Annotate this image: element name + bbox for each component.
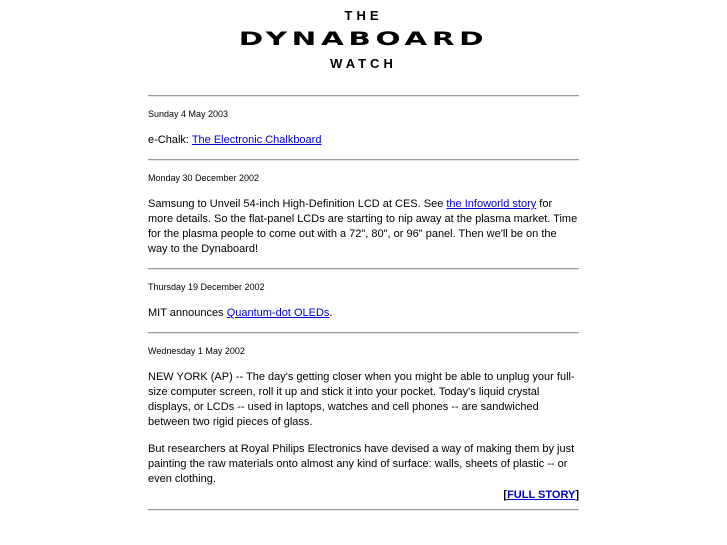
news-entry bbox=[148, 345, 579, 509]
entry-text-before: Samsung to Unveil 54-inch High-Definition LCD at CES. See bbox=[148, 198, 447, 210]
entry-text-before: e-Chalk: bbox=[148, 134, 192, 146]
entry-text-after: . bbox=[329, 307, 333, 319]
divider bbox=[148, 509, 579, 511]
masthead-the: THE bbox=[344, 8, 383, 23]
entry-paragraph-2: But researchers at Royal Philips Electronics have devised a way of making them by just painting the raw materials onto almost any kind of surface: walls, sheets of plastic -- or even clothing. bbox=[148, 443, 575, 485]
logo-text: DYNABOARD bbox=[238, 28, 489, 50]
bracket-open: [ bbox=[503, 489, 508, 501]
divider bbox=[148, 95, 579, 97]
news-column bbox=[148, 95, 579, 511]
entry-text bbox=[148, 133, 579, 148]
full-story bbox=[148, 488, 579, 503]
entry-text bbox=[148, 197, 579, 257]
entry-date: Thursday 19 December 2002 bbox=[148, 282, 265, 292]
entry-text-after: for more details. So the flat-panel LCDs are starting to nip away at the plasma market. Time for the plasma people to come out with a 72", 80", or 96" panel. Then we'll be on the way to the Dynaboard! bbox=[148, 198, 578, 255]
entry-date: Monday 30 December 2002 bbox=[148, 173, 260, 183]
entry-text bbox=[148, 306, 579, 321]
masthead-watch: WATCH bbox=[330, 56, 397, 71]
entry-text-before: MIT announces bbox=[148, 307, 227, 319]
full-story-link[interactable]: FULL STORY bbox=[507, 489, 576, 501]
divider bbox=[148, 159, 579, 161]
news-entry bbox=[148, 281, 579, 332]
dynaboard-logo bbox=[0, 28, 727, 50]
entry-date: Sunday 4 May 2003 bbox=[148, 109, 229, 119]
news-entry bbox=[148, 172, 579, 268]
infoworld-story-link[interactable]: the Infoworld story bbox=[446, 198, 537, 210]
divider bbox=[148, 332, 579, 334]
quantum-dot-oleds-link[interactable]: Quantum-dot OLEDs bbox=[226, 307, 330, 319]
bracket-close: ] bbox=[575, 489, 579, 501]
news-entry bbox=[148, 108, 579, 159]
entry-paragraph-1: NEW YORK (AP) -- The day's getting closer when you might be able to unplug your full-size computer screen, roll it up and stick it into your pocket. Today's liquid crystal displays, or LCDs -- used in laptops, watches and cell phones -- are sandwiched between two rigid pieces of glass. bbox=[148, 371, 575, 428]
entry-date: Wednesday 1 May 2002 bbox=[148, 346, 245, 356]
electronic-chalkboard-link[interactable]: The Electronic Chalkboard bbox=[191, 134, 322, 146]
divider bbox=[148, 268, 579, 270]
